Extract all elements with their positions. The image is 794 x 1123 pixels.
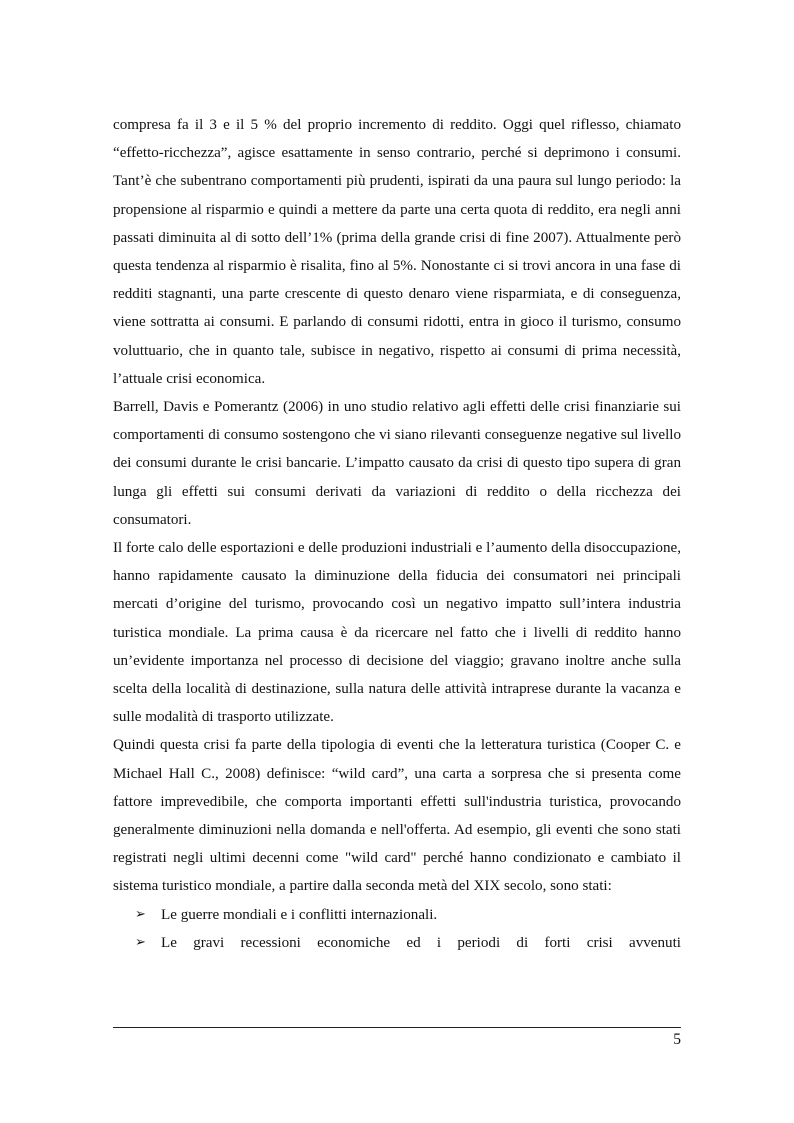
arrowhead-icon: ➢ <box>135 906 146 922</box>
footer-divider <box>113 1027 681 1028</box>
arrowhead-icon: ➢ <box>135 934 146 950</box>
bullet-list <box>113 901 681 957</box>
paragraph: Quindi questa crisi fa parte della tipologia di eventi che la letteratura turistica (Cooper C. e Michael Hall C., 2008) definisce: “wild card”, una carta a sorpresa che si presenta come fattore imprevedibile, che comporta importanti effetti sull'industria turistica, provocando generalmente diminuzioni nella domanda e nell'offerta. Ad esempio, gli eventi che sono stati registrati negli ultimi decenni come "wild card" perché hanno condizionato e cambiato il sistema turistico mondiale, a partire dalla seconda metà del XIX secolo, sono stati: <box>113 737 681 895</box>
list-item <box>135 901 681 929</box>
paragraph: Il forte calo delle esportazioni e delle produzioni industriali e l’aumento della disoccupazione, hanno rapidamente causato la diminuzione della fiducia dei consumatori nei principali mercati d’origine del turismo, provocando così un negativo impatto sull’intera industria turistica mondiale. La prima causa è da ricercare nel fatto che i livelli di reddito hanno un’evidente importanza nel processo di decisione del viaggio; gravano inoltre anche sulla scelta della località di destinazione, sulla natura delle attività intraprese durante la vacanza e sulle modalità di trasporto utilizzate. <box>113 540 681 726</box>
paragraph: Barrell, Davis e Pomerantz (2006) in uno studio relativo agli effetti delle crisi finanziarie sui comportamenti di consumo sostengono che vi siano rilevanti conseguenze negative sul livello dei consumi durante le crisi bancarie. L’impatto causato da crisi di questo tipo supera di gran lunga gli effetti sui consumi derivati da variazioni di reddito o della ricchezza dei consumatori. <box>113 399 681 528</box>
list-item <box>135 929 681 957</box>
list-item-text: Le guerre mondiali e i conflitti internazionali. <box>161 906 438 923</box>
page-number: 5 <box>673 1031 681 1048</box>
list-item-text: Le gravi recessioni economiche ed i periodi di forti crisi avvenuti <box>161 934 681 951</box>
paragraph: compresa fa il 3 e il 5 % del proprio incremento di reddito. Oggi quel riflesso, chiamato “effetto-ricchezza”, agisce esattamente in senso contrario, perché si deprimono i consumi. Tant’è che subentrano comportamenti più prudenti, ispirati da una paura sul lungo periodo: la propensione al risparmio e quindi a mettere da parte una certa quota di reddito, era negli anni passati diminuita al di sotto dell’1% (prima della grande crisi di fine 2007). Attualmente però questa tendenza al risparmio è risalita, fino al 5%. Nonostante ci si trovi ancora in una fase di redditi stagnanti, una parte crescente di questo denaro viene risparmiata, e di conseguenza, viene sottratta ai consumi. E parlando di consumi ridotti, entra in gioco il turismo, consumo voluttuario, che in quanto tale, subisce in negativo, rispetto ai consumi di prima necessità, l’attuale crisi economica. <box>113 117 681 387</box>
document-body <box>113 111 681 957</box>
